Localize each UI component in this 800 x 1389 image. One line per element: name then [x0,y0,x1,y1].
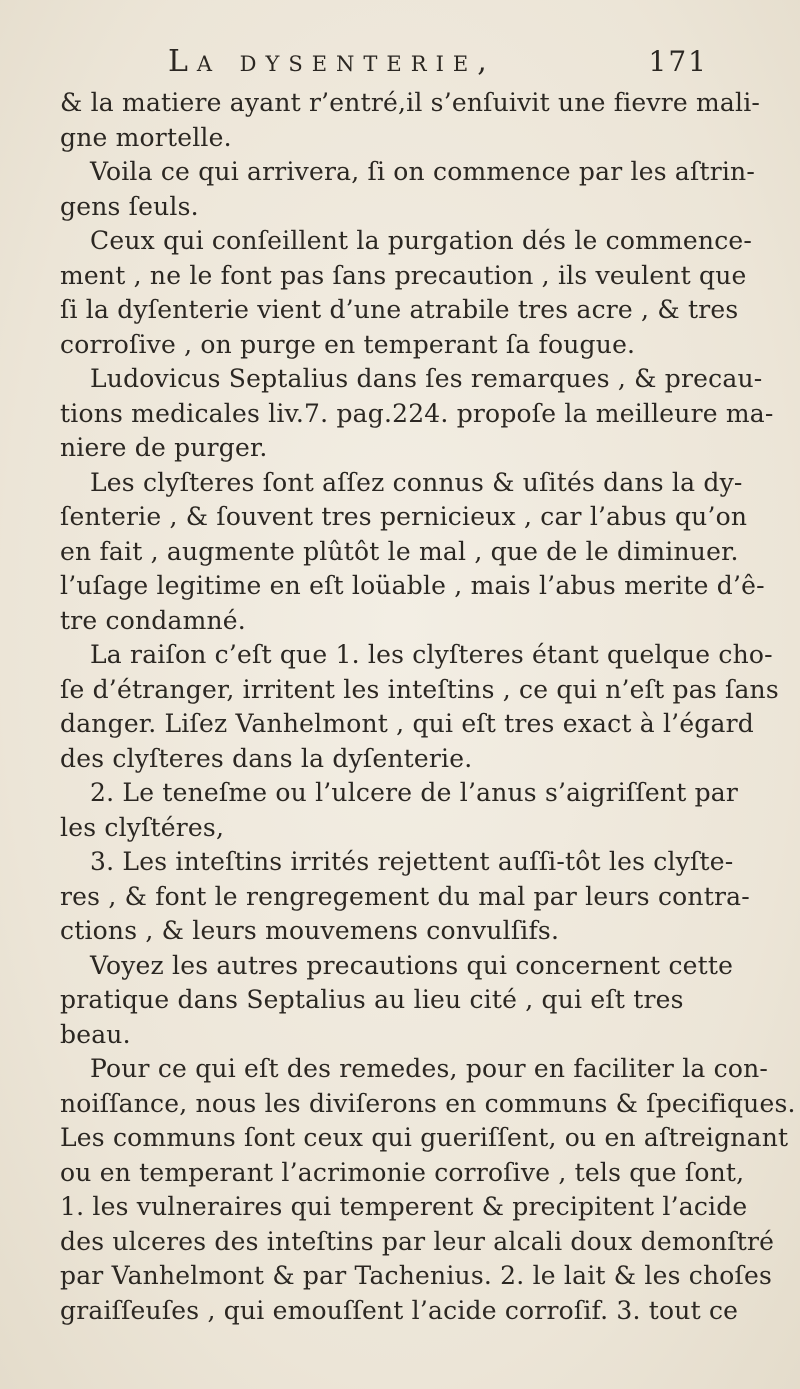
page-header [160,40,720,88]
running-title: La dysenterie, [168,44,496,79]
text-line: Les clyſteres ſont aſſez connus & uſités dans la dy- [90,467,743,497]
text-line: danger. Liſez Vanhelmont , qui eſt tres exact à l’égard [60,709,754,738]
text-line: Pour ce qui eſt des remedes, pour en faciliter la con- [90,1054,769,1083]
text-line: ctions , & leurs mouvemens convulſifs. [60,916,560,945]
text-line: niere de purger. [60,433,268,462]
text-line: 3. Les inteſtins irrités rejettent auſſi-tôt les clyſte- [90,847,734,876]
text-line: pratique dans Septalius au lieu cité , qui eſt tres [60,985,684,1014]
text-line: Voila ce qui arrivera, ſi on commence par les aſtrin- [90,157,755,186]
text-line: 1. les vulneraires qui temperent & precipitent l’acide [60,1192,748,1221]
body-text [60,86,796,1328]
text-line: La raiſon c’eſt que 1. les clyſteres étant quelque cho- [90,640,773,669]
text-line: 2. Le teneſme ou l’ulcere de l’anus s’aigriſſent par [90,778,739,807]
text-line: & la matiere ayant r’entré,il s’enſuivit une fievre mali- [60,88,761,117]
text-line: gne mortelle. [60,122,232,152]
text-line: les clyſtéres, [60,812,225,842]
text-line: tions medicales liv.7. pag.224. propoſe la meilleure ma- [60,398,774,428]
text-line: Voyez les autres precautions qui concernent cette [90,950,734,980]
text-line: par Vanhelmont & par Tachenius. 2. le lait & les choſes [60,1261,773,1290]
text-line: Les communs ſont ceux qui gueriſſent, ou en aſtreignant [60,1123,789,1152]
text-line: tre condamné. [60,605,246,635]
text-line: Ceux qui conſeillent la purgation dés le commence- [90,226,753,255]
text-line: Ludovicus Septalius dans ſes remarques , & precau- [90,364,763,393]
text-line: graiſſeuſes , qui emouſſent l’acide corroſif. 3. tout ce [60,1295,739,1325]
text-line: en fait , augmente plûtôt le mal , que de le diminuer. [60,536,739,566]
page-number: 171 [648,45,708,78]
text-line: ment , ne le font pas ſans precaution , ils veulent que [60,260,747,290]
text-line: ſi la dyſenterie vient d’une atrabile tres acre , & tres [60,295,739,324]
text-line: ſenterie , & ſouvent tres pernicieux , car l’abus qu’on [60,502,748,531]
text-line: des clyſteres dans la dyſenterie. [60,743,473,773]
text-line: gens ſeuls. [60,191,199,221]
text-line: l’uſage legitime en eſt loüable , mais l’abus merite d’ê- [60,571,765,600]
text-line: res , & font le rengregement du mal par leurs contra- [60,881,750,911]
text-line: des ulceres des inteſtins par leur alcali doux demonſtré [60,1226,775,1256]
text-line: ou en temperant l’acrimonie corroſive , tels que ſont, [60,1157,745,1187]
text-line: corroſive , on purge en temperant ſa fougue. [60,329,636,359]
text-line: noiſſance, nous les diviſerons en communs & ſpecifiques. [60,1088,796,1118]
text-line: beau. [60,1019,131,1049]
text-line: ſe d’étranger, irritent les inteſtins , ce qui n’eſt pas ſans [60,674,779,704]
